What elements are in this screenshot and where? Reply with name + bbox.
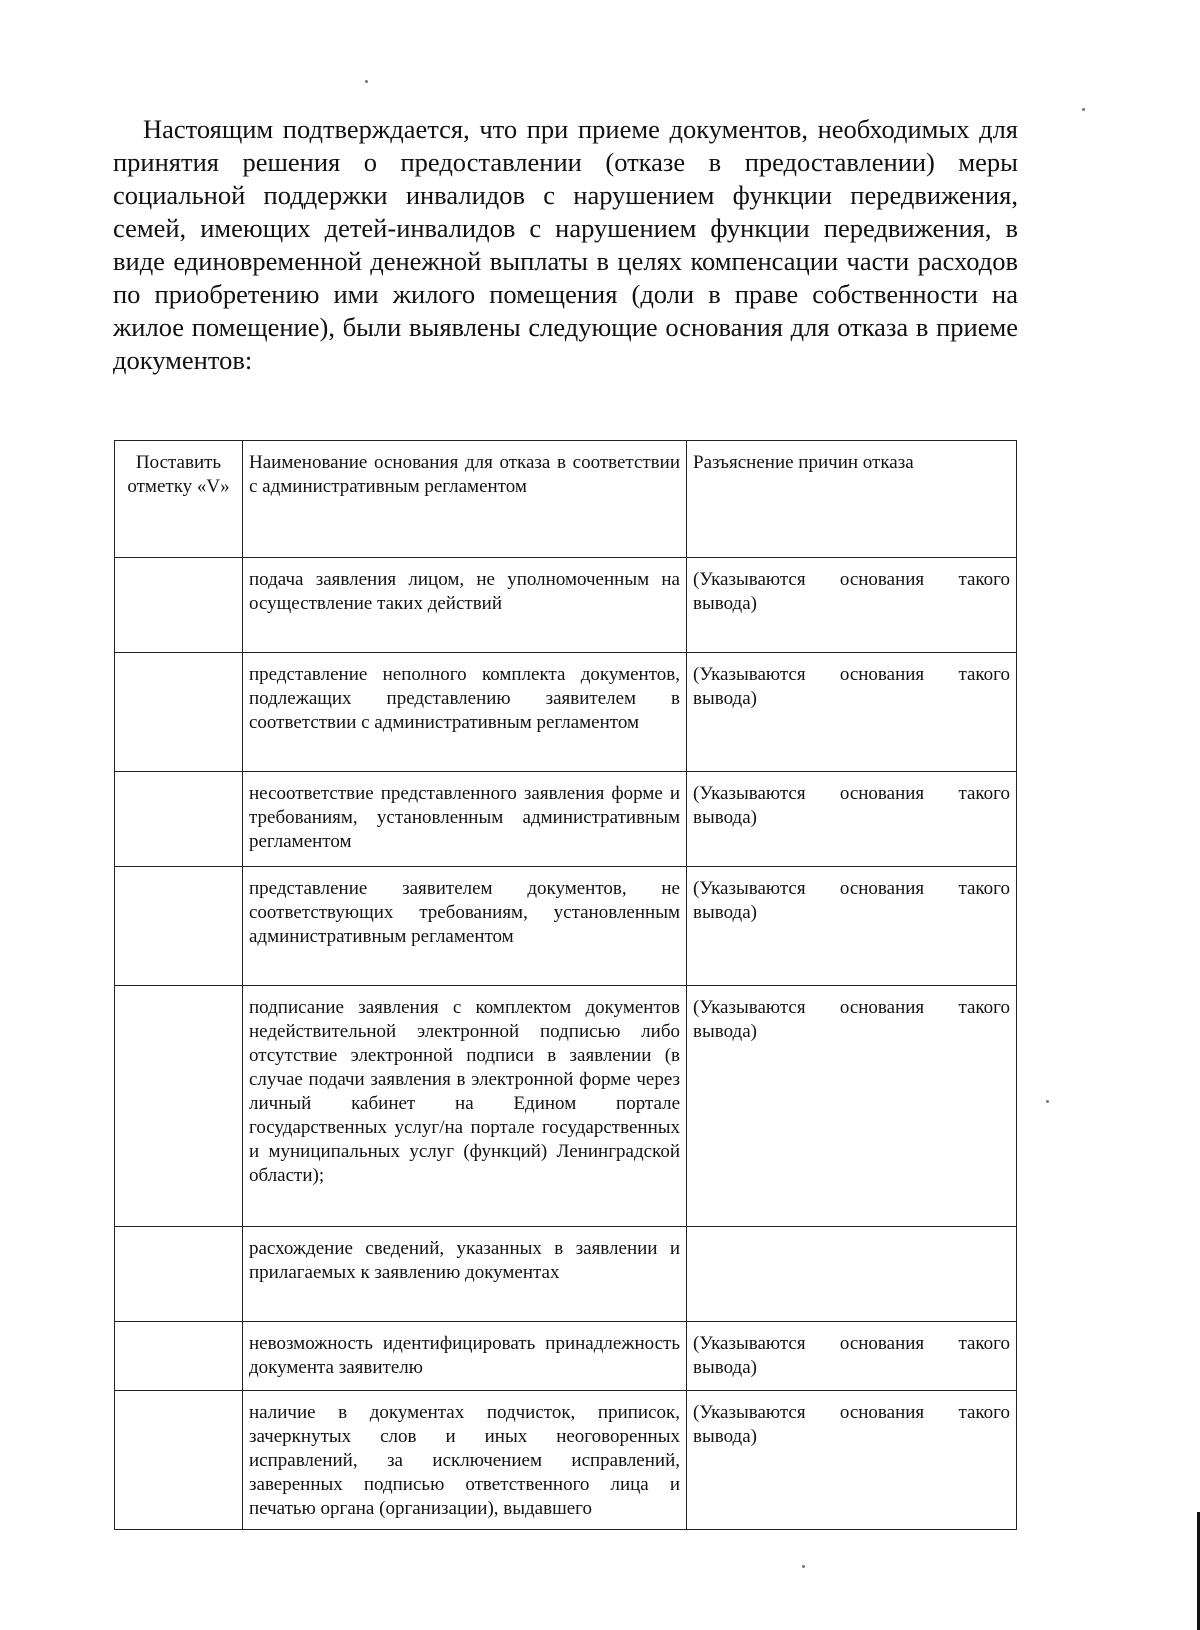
table-row (115, 1322, 1017, 1391)
table-row (115, 867, 1017, 986)
table-row (115, 772, 1017, 867)
table-row (115, 1391, 1017, 1530)
explanation-cell: (Указываются основания такого вывода) (687, 558, 1017, 653)
reason-cell: несоответствие представленного заявления форме и требованиям, установленным административным регламентом (243, 772, 687, 867)
mark-cell[interactable] (115, 986, 243, 1227)
header-reason: Наименование основания для отказа в соответствии с административным регламентом (243, 441, 687, 558)
scan-speck (1046, 1100, 1049, 1103)
intro-paragraph: Настоящим подтверждается, что при приеме документов, необходимых для принятия решения о предоставлении (отказе в предоставлении) меры социальной поддержки инвалидов с нарушением функции передвижения, семей, имеющих детей-инвалидов с нарушением функции передвижения, в виде единовременной денежной выплаты в целях компенсации части расходов по приобретению ими жилого помещения (доли в праве собственности на жилое помещение), были выявлены следующие основания для отказа в приеме документов: (113, 114, 1018, 375)
table-header-row (115, 441, 1017, 558)
header-explanation: Разъяснение причин отказа (687, 441, 1017, 558)
mark-cell[interactable] (115, 653, 243, 772)
explanation-cell: (Указываются основания такого вывода) (687, 986, 1017, 1227)
reason-cell: подача заявления лицом, не уполномоченным на осуществление таких действий (243, 558, 687, 653)
reason-cell: расхождение сведений, указанных в заявлении и прилагаемых к заявлению документах (243, 1227, 687, 1322)
refusal-reasons-table (114, 440, 1017, 1530)
table-row (115, 558, 1017, 653)
reason-cell: невозможность идентифицировать принадлежность документа заявителю (243, 1322, 687, 1391)
scan-speck (802, 1565, 805, 1568)
mark-cell[interactable] (115, 1227, 243, 1322)
table-row (115, 1227, 1017, 1322)
scan-speck (365, 80, 368, 83)
mark-cell[interactable] (115, 1391, 243, 1530)
reason-cell: представление заявителем документов, не соответствующих требованиям, установленным административным регламентом (243, 867, 687, 986)
explanation-cell: (Указываются основания такого вывода) (687, 1322, 1017, 1391)
reason-cell: наличие в документах подчисток, приписок, зачеркнутых слов и иных неоговоренных исправлений, за исключением исправлений, заверенных подписью ответственного лица и печатью органа (организации), выдавшего (243, 1391, 687, 1530)
table-row (115, 653, 1017, 772)
mark-cell[interactable] (115, 558, 243, 653)
explanation-cell: (Указываются основания такого вывода) (687, 772, 1017, 867)
table-row (115, 986, 1017, 1227)
reason-cell: подписание заявления с комплектом документов недействительной электронной подписью либо отсутствие электронной подписи в заявлении (в случае подачи заявления в электронной форме через личный кабинет на Едином портале государственных услуг/на портале государственных и муниципальных услуг (функций) Ленинградской области); (243, 986, 687, 1227)
header-mark: Поставить отметку «V» (115, 441, 243, 558)
explanation-cell: (Указываются основания такого вывода) (687, 1391, 1017, 1530)
mark-cell[interactable] (115, 867, 243, 986)
reason-cell: представление неполного комплекта документов, подлежащих представлению заявителем в соответствии с административным регламентом (243, 653, 687, 772)
explanation-cell: (Указываются основания такого вывода) (687, 867, 1017, 986)
scan-speck (1082, 108, 1085, 111)
mark-cell[interactable] (115, 1322, 243, 1391)
explanation-cell (687, 1227, 1017, 1322)
explanation-cell: (Указываются основания такого вывода) (687, 653, 1017, 772)
mark-cell[interactable] (115, 772, 243, 867)
